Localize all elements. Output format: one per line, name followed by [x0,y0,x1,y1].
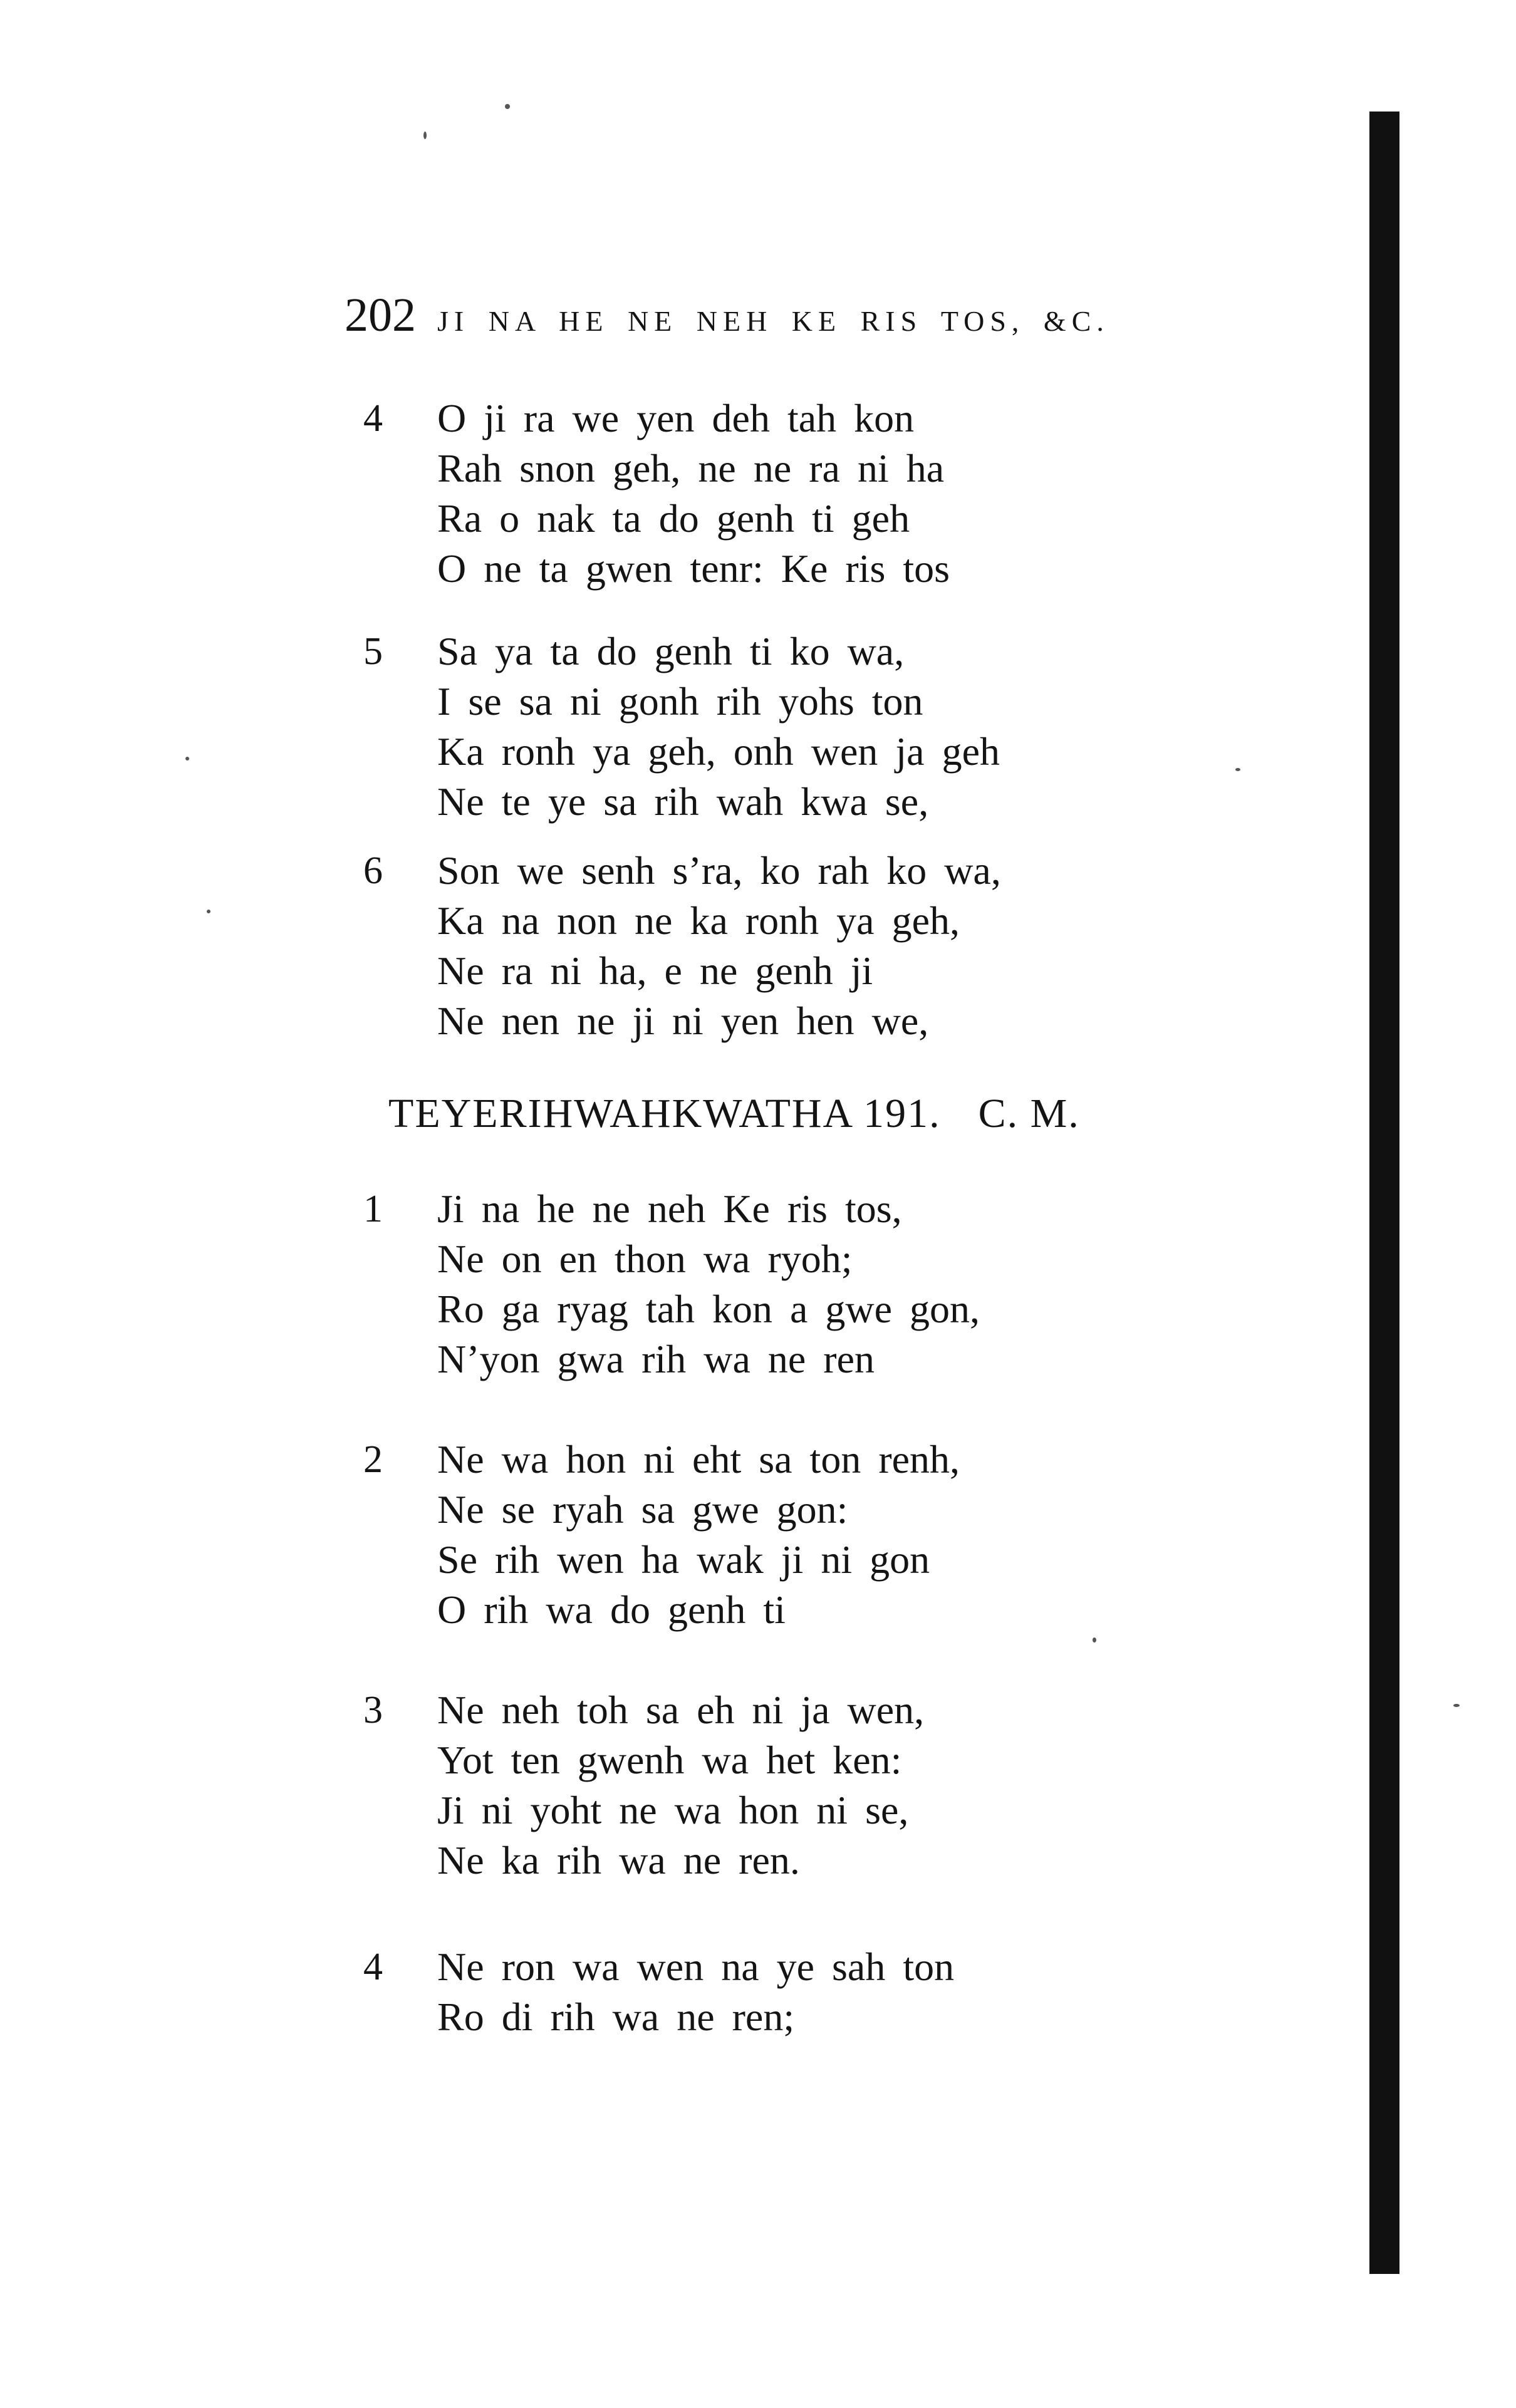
stanza-lines [437,1942,954,2042]
verse-line: Ka na non ne ka ronh ya geh, [437,898,960,943]
hymn-heading [388,1090,1080,1138]
page-header [345,288,1109,345]
verse-line: Ne neh toh sa eh ni ja wen, [437,1688,925,1732]
hymn-title: TEYERIHWAHKWATHA 191. [388,1091,941,1136]
stanza-lines [437,393,950,594]
verse-line: I se sa ni gonh rih yohs ton [437,679,923,724]
ink-speck [1453,1704,1460,1707]
verse-line: O ji ra we yen deh tah kon [437,396,915,440]
verse-line: Ji ni yoht ne wa hon ni se, [437,1788,909,1832]
verse-line: Ne ron wa wen na ye sah ton [437,1944,955,1989]
verse-line: Ne se ryah sa gwe gon: [437,1487,848,1532]
ink-speck [207,910,210,913]
stanza-number: 4 [363,397,383,440]
verse-line: Ne ra ni ha, e ne genh ji [437,948,873,993]
stanza-lines [437,1435,960,1635]
verse-line: Son we senh s’ra, ko rah ko wa, [437,848,1001,893]
ink-speck [185,757,189,760]
verse-line: Ro ga ryag tah kon a gwe gon, [437,1287,980,1331]
verse-line: Ro di rih wa ne ren; [437,1995,795,2039]
stanza-lines [437,1685,924,1886]
verse-line: Ne te ye sa rih wah kwa se, [437,779,929,824]
ink-speck [1235,768,1240,771]
stanza-number: 3 [363,1689,383,1731]
verse-line: Ne wa hon ni eht sa ton renh, [437,1437,960,1482]
ink-speck [1093,1637,1096,1643]
stanza-number: 6 [363,849,383,892]
verse-line: Se rih wen ha wak ji ni gon [437,1537,930,1582]
stanza-number: 5 [363,630,383,673]
verse-line: Sa ya ta do genh ti ko wa, [437,629,905,673]
verse-line: Rah snon geh, ne ne ra ni ha [437,446,945,490]
verse-line: N’yon gwa rih wa ne ren [437,1337,875,1381]
verse-line: Ne ka rih wa ne ren. [437,1838,800,1882]
page-edge-shadow [1369,112,1399,2274]
stanza-lines [437,626,1000,827]
hymn-meter: C. M. [978,1091,1080,1136]
stanza-number: 4 [363,1946,383,1988]
stanza-lines [437,1184,980,1384]
running-head: JI NA HE NE NEH KE RIS TOS, &C. [437,305,1109,337]
verse-line: Ra o nak ta do genh ti geh [437,496,910,541]
stanza-lines [437,846,1001,1046]
verse-line: Ne on en thon wa ryoh; [437,1237,853,1281]
verse-line: Ka ronh ya geh, onh wen ja geh [437,729,1000,774]
stanza-number: 2 [363,1438,383,1481]
stanza-number: 1 [363,1188,383,1230]
verse-line: O ne ta gwen tenr: Ke ris tos [437,546,950,591]
verse-line: Ne nen ne ji ni yen hen we, [437,999,929,1043]
verse-line: Yot ten gwenh wa het ken: [437,1738,902,1782]
verse-line: Ji na he ne neh Ke ris tos, [437,1186,902,1231]
ink-speck [505,104,510,109]
page-number: 202 [345,289,416,341]
ink-speck [423,132,427,139]
verse-line: O rih wa do genh ti [437,1587,786,1632]
